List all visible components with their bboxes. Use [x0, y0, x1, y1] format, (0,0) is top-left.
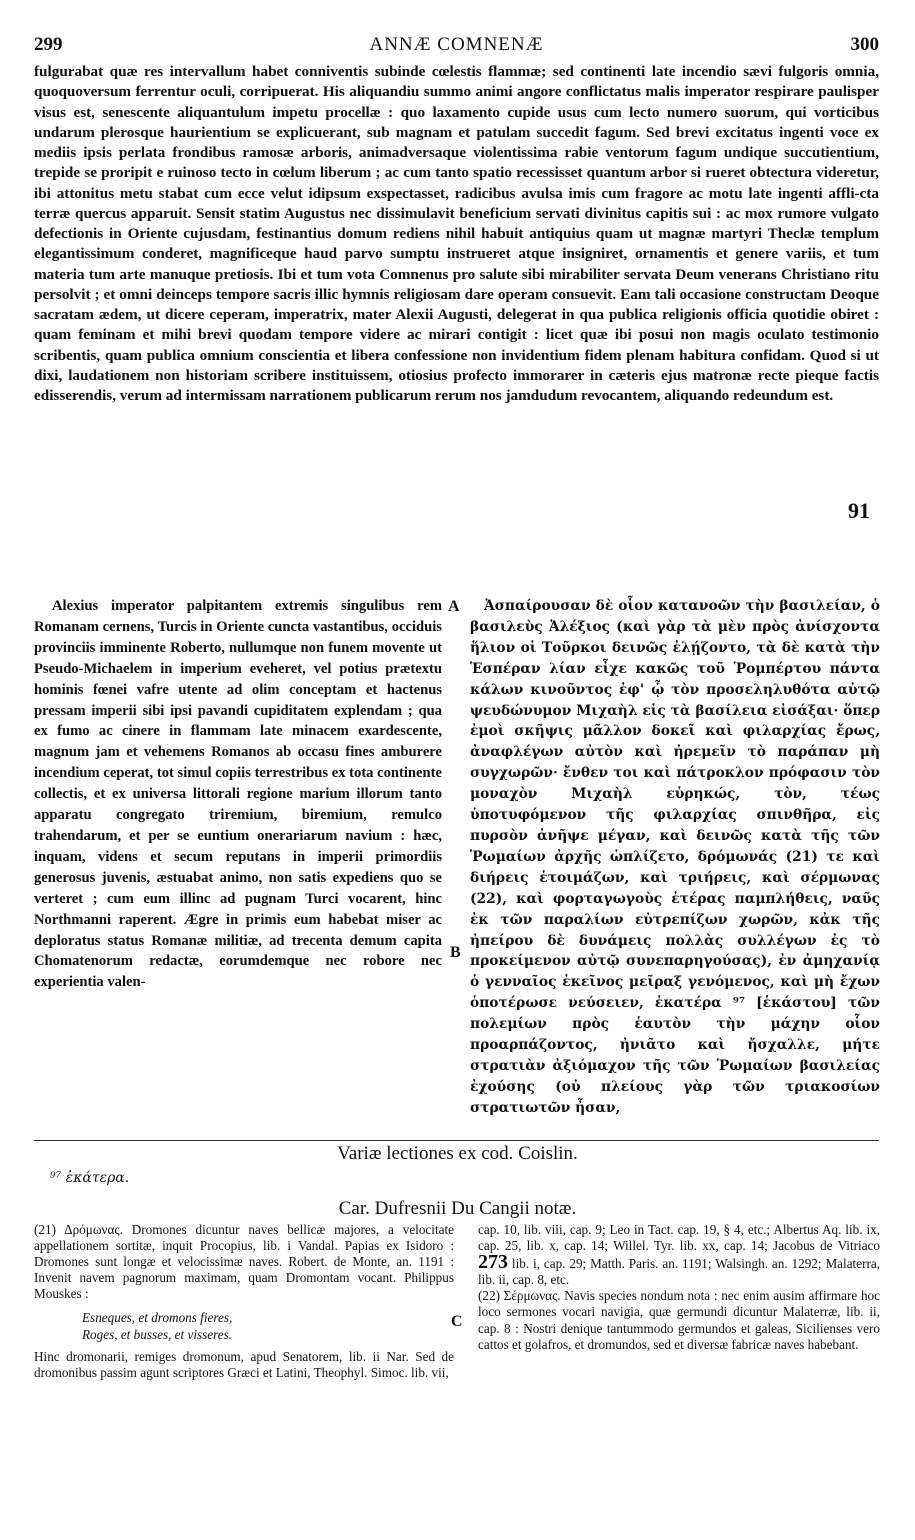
- column-marker-c: C: [451, 1313, 463, 1330]
- note-21-continued: Hinc dromonarii, remiges dromonum, apud Senatorem, lib. ii Nar. Sed de dromonibus passim agunt scriptores Græci et Latini, Theophyl. Simoc. lib. vii,: [34, 1348, 454, 1380]
- column-marker-a: A: [448, 598, 460, 615]
- latin-text: Alexius imperator palpitantem extremis singulibus rem Romanam cernens, Turcis in Oriente cuncta vastantibus, occiduis provinciis imminente Roberto, nullumque non funem movente ut Pseudo-Michaelem in imperium eveheret, vel potius prætextu hominis fœnei vafre utente ad olim conceptam et hactenus pressam imperii sibi ipsi pavandi cupiditatem explendam ; qua ex fumo ac cinere in flammam late minacem exardescente, magnum jam et vehemens Romanos ab occasu fines amburere incendium ceperat, tot simul copiis terrestribus ex tota continente collectis, et ex universa littorali regione marium illorum tanto apparatu congregato triremium, biremium, remulco trahendarum, et per se euntium onerariarum navium : hæc, inquam, videns et secum reputans in imperii primordiis generosus juvenis, æstuabat animo, non satis expediens quo se verteret ; cum eum illinc ad pugnam Turci vocarent, hinc Northmanni raperent. Ægre in primis eum habebat miser ac deploratus status Romanæ militiæ, ad trecenta demum capita Chomatenorum redactæ, eorumdemque nec robore nec experientia valen-: [34, 598, 442, 991]
- references-part-1: cap. 10, lib. viii, cap. 9; Leo in Tact. cap. 19, § 4, etc.; Albertus Aq. lib. ix, cap. 25, lib. x, cap. 14; Willel. Tyr. lib. xx, cap. 14; Jacobus de Vitriaco: [478, 1222, 880, 1254]
- page-header: [34, 34, 879, 58]
- page-number-right: 300: [850, 34, 879, 55]
- greek-column: [470, 596, 880, 1119]
- note-22-text: (22) Σέρμωνας. Navis species nondum nota : nec enim ausim affirmare hoc loco sermones vocari navigia, quæ germundi dicuntur Malaterræ, lib. ii, cap. 8 : Nostri denique tantummodo germundos et galeas, Sicilienses vero cattos et golafros, et dromundos, sed et diversæ fabricæ naves habebant.: [478, 1288, 880, 1352]
- intro-text: fulgurabat quæ res intervallum habet conniventis subinde cœlestis flammæ; sed continenti late incendio sævi fulgoris omnia, quoquoversum ferrentur oculi, corripuerat. His aliquandiu summo animi angore conflictatus malis imperator respirare paulisper visus est, senescente aliquantulum impetu procellæ : quo laxamento cupide usus cum lecto numero suorum, qui vorticibus undarum plerosque haurientium se explicuerant, sub magnam et patulam succedit fagum. Sed brevi excitatus ingenti voce ex mediis ipsis perlata frondibus ramosæ arboris, animadversaque violentissima rabie ventorum fagum undique succutientium, trepide se proripit e ruinoso tecto in cœlum liberum ; ac cum tanto spatio recessisset quantum arbor si rueret obtectura videretur, ibi attonitus metu stabat cum ecce velut idipsum exspectasset, radicibus avulsa imis cum fragore ac motu late ingenti affli-cta terræ quercus apparuit. Sensit statim Augustus nec dissimulavit beneficium servati divinitus capitis sui : ac mox rumore vulgato defectionis in Oriente cujusdam, festinantius domum rediens nihil habuit antiquius quam ut magnæ martyri Theclæ templum elegantissimum conderet, magnificeque haud parvo sumptu instrueret atque insigniret, ornamentis et genere variis, et tum materia tum arte manuque pretiosis. Ibi et tum vota Comnenus pro salute sibi mirabiliter servata Deum venerans Christiano ritu persolvit ; et omni deinceps tempore sacris illic hymnis religiosam dare operam consuevit. Eam tali occasione constructam Deoque sacratam ædem, ut dicere ceperam, imperatrix, mater Alexii Augusti, delegerat in qua publica religionis officia quotidie obiret : quam feminam et mihi brevi quodam tempore videre ac mirari contigit : licet quæ ibi posui non magis oculato testimonio scribentis, quam publica omnium conscientia et libera confessione non invidentium fidem plenam habitura confidam. Quod si ut dixi, laudationem non historiam scribere instituissem, otiosius profecto immorarer in cæteris ejus matronæ recte pieque factis edisserendis, verum ad intermissam narrationem publicarum rerum nos jamdudum revocantem, aliquando redeundum est.: [34, 63, 879, 404]
- verse-line-2: Roges, et busses, et visseres.: [82, 1326, 233, 1342]
- margin-number: 91: [848, 498, 870, 523]
- references-part-2: lib. i, cap. 29; Matth. Paris. an. 1191; Walsingh. an. 1292; Malaterra, lib. ii, cap. 8, etc.: [478, 1256, 881, 1288]
- intro-paragraph: [34, 62, 879, 406]
- notes-left-column: [34, 1222, 454, 1381]
- folio-number: 273: [478, 1251, 508, 1274]
- column-marker-b: B: [450, 944, 461, 961]
- variae-line: ⁹⁷ ἑκάτερα.: [50, 1170, 130, 1186]
- verse-quote: [82, 1310, 454, 1342]
- notes-title: Car. Dufresnii Du Cangii notæ.: [338, 1198, 577, 1219]
- latin-column: [34, 596, 442, 993]
- verse-line-1: Esneques, et dromons fieres,: [82, 1310, 233, 1326]
- note-21-text: (21) Δρόμωνας. Dromones dicuntur naves bellicæ majores, a velocitate appellationem sortitæ, inquit Procopius, lib. i Vandal. Papias ex Isidoro : Dromones sunt longæ et velocissimæ naves. Robert. de Monte, an. 1191 : Invenit navem pagnorum maximam, quam Dromontam vocant. Philippus Mouskes :: [34, 1222, 454, 1302]
- greek-text: Ἀσπαίρουσαν δὲ οἷον κατανοῶν τὴν βασιλείαν, ὁ βασιλεὺς Ἀλέξιος (καὶ γὰρ τὰ μὲν πρὸς ἀνίσχοντα ἥλιον οἱ Τοῦρκοι δεινῶς ἐλῄζοντο, τὰ δὲ κατὰ τὴν Ἑσπέραν λίαν εἶχε κακῶς τοῦ Ῥομπέρτου πάντα κάλων κινοῦντος ἐφ' ᾧ τὸν προσεληλυθότα αὐτῷ ψευδώνυμον Μιχαὴλ εἰς τὰ βασίλεια εἰσάξαι· ὅπερ ἐμοὶ σκῆψις μᾶλλον δοκεῖ καὶ φιλαρχίας ἔρως, ἀναφλέγων αὐτὸν καὶ ἠρεμεῖν τὸ παράπαν μὴ συγχωρῶν· ἔνθεν τοι καὶ πάτροκλον πρόφασιν τὸν μοναχὸν Μιχαὴλ εὑρηκώς, τὸν, τέως ὑποτυφόμενον τῆς φιλαρχίας σπινθῆρα, εἰς πυρσὸν ἀνῆψε μέγαν, καὶ δεινῶς κατὰ τῆς τῶν Ῥωμαίων ἀρχῆς ὡπλίζετο, δρόμωνάς (21) τε καὶ διήρεις ἑτοιμάζων, καὶ τριήρεις, καὶ σέρμωνας (22), καὶ φορταγωγοὺς ἑτέρας παμπλήθεις, ναῦς ἐκ τῶν παραλίων εὐτρεπίζων χωρῶν, κἀκ τῆς ἠπείρου δὲ δυνάμεις πολλὰς συλλέγων ἐς τὸ προκείμενον αὐτῷ συνεπαρηγούσας), ἐν ἀμηχανίᾳ ὁ γενναῖος ἐκεῖνος μεῖραξ γενόμενος, καὶ μὴ ἔχων ὁποτέρωσε νεύσειεν, ἑκατέρα ⁹⁷ [ἑκάστου] τῶν πολεμίων πρὸς ἑαυτὸν τὴν μάχην οἷον προαρπάζοντος, ἠνιᾶτο καὶ ἤσχαλλε, μήτε στρατιὰν ἀξιόμαχον τῆς τῶν Ῥωμαίων βασιλείας ἐχούσης (οὐ πλείους γὰρ τῶν τριακοσίων στρατιωτῶν ἦσαν,: [470, 598, 880, 1116]
- notes-right-column: [478, 1222, 880, 1353]
- note-21-references: [478, 1222, 880, 1288]
- page-number-left: 299: [34, 34, 63, 55]
- divider-rule: [34, 1140, 879, 1141]
- running-title: ANNÆ COMNENÆ: [369, 34, 544, 55]
- variae-title: Variæ lectiones ex cod. Coislin.: [337, 1143, 578, 1164]
